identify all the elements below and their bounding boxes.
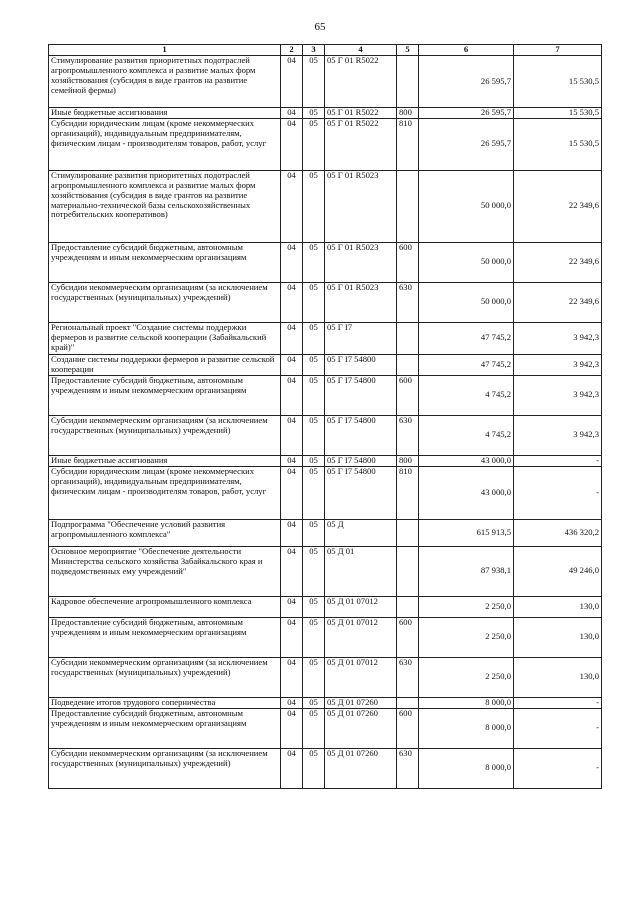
section-code: 04 (281, 708, 303, 748)
target-article-code: 05 Г 01 R5022 (325, 118, 397, 170)
amount-actual: 3 942,3 (514, 322, 602, 354)
expense-type-code: 600 (397, 617, 419, 657)
table-row (49, 170, 602, 242)
row-name: Субсидии некоммерческим организациям (за исключением государственных (муниципальных) учреждений) (49, 415, 281, 455)
column-header: 7 (514, 45, 602, 56)
table-row (49, 354, 602, 375)
target-article-code: 05 Д 01 07260 (325, 697, 397, 708)
row-name: Иные бюджетные ассигнования (49, 108, 281, 119)
section-code: 04 (281, 748, 303, 788)
row-name: Предоставление субсидий бюджетным, автономным учреждениям и иным некоммерческим организациям (49, 375, 281, 415)
table-row (49, 56, 602, 108)
amount-plan: 26 595,7 (419, 108, 514, 119)
subsection-code: 05 (303, 697, 325, 708)
expense-type-code (397, 170, 419, 242)
subsection-code: 05 (303, 617, 325, 657)
amount-actual: 130,0 (514, 596, 602, 617)
subsection-code: 05 (303, 415, 325, 455)
amount-actual: 130,0 (514, 657, 602, 697)
amount-plan: 87 938,1 (419, 546, 514, 596)
amount-actual: - (514, 466, 602, 519)
expense-type-code: 810 (397, 118, 419, 170)
expense-type-code (397, 697, 419, 708)
amount-plan: 50 000,0 (419, 282, 514, 322)
target-article-code: 05 Г I7 54800 (325, 354, 397, 375)
row-name: Предоставление субсидий бюджетным, автономным учреждениям и иным некоммерческим организациям (49, 242, 281, 282)
amount-actual: 436 320,2 (514, 519, 602, 546)
amount-actual: 3 942,3 (514, 415, 602, 455)
subsection-code: 05 (303, 546, 325, 596)
subsection-code: 05 (303, 375, 325, 415)
expense-type-code (397, 546, 419, 596)
row-name: Иные бюджетные ассигнования (49, 455, 281, 466)
section-code: 04 (281, 657, 303, 697)
table-row (49, 708, 602, 748)
amount-plan: 615 913,5 (419, 519, 514, 546)
amount-actual: 49 246,0 (514, 546, 602, 596)
table-row (49, 519, 602, 546)
column-header: 4 (325, 45, 397, 56)
table-row (49, 546, 602, 596)
table-row (49, 242, 602, 282)
amount-plan: 8 000,0 (419, 697, 514, 708)
column-header: 5 (397, 45, 419, 56)
amount-actual: 3 942,3 (514, 375, 602, 415)
expense-type-code: 800 (397, 108, 419, 119)
table-row (49, 322, 602, 354)
section-code: 04 (281, 617, 303, 657)
section-code: 04 (281, 466, 303, 519)
amount-plan: 2 250,0 (419, 596, 514, 617)
amount-actual: 15 530,5 (514, 56, 602, 108)
subsection-code: 05 (303, 519, 325, 546)
column-header: 6 (419, 45, 514, 56)
subsection-code: 05 (303, 170, 325, 242)
subsection-code: 05 (303, 455, 325, 466)
section-code: 04 (281, 596, 303, 617)
row-name: Региональный проект "Создание системы поддержки фермеров и развитие сельской кооперации (Забайкальский край)" (49, 322, 281, 354)
section-code: 04 (281, 519, 303, 546)
subsection-code: 05 (303, 708, 325, 748)
amount-plan: 26 595,7 (419, 56, 514, 108)
amount-plan: 2 250,0 (419, 657, 514, 697)
amount-actual: 130,0 (514, 617, 602, 657)
subsection-code: 05 (303, 118, 325, 170)
section-code: 04 (281, 375, 303, 415)
amount-plan: 2 250,0 (419, 617, 514, 657)
expense-type-code (397, 56, 419, 108)
amount-actual: 15 530,5 (514, 108, 602, 119)
row-name: Субсидии юридическим лицам (кроме некоммерческих организаций), индивидуальным предпринимателям, физическим лицам - производителям товаров, работ, услуг (49, 466, 281, 519)
amount-actual: 22 349,6 (514, 242, 602, 282)
target-article-code: 05 Г I7 54800 (325, 455, 397, 466)
target-article-code: 05 Г I7 (325, 322, 397, 354)
amount-plan: 50 000,0 (419, 242, 514, 282)
table-row (49, 596, 602, 617)
section-code: 04 (281, 322, 303, 354)
column-header: 2 (281, 45, 303, 56)
target-article-code: 05 Г 01 R5023 (325, 282, 397, 322)
section-code: 04 (281, 56, 303, 108)
amount-plan: 50 000,0 (419, 170, 514, 242)
target-article-code: 05 Г 01 R5023 (325, 242, 397, 282)
column-header: 3 (303, 45, 325, 56)
row-name: Создание системы поддержки фермеров и развитие сельской кооперации (49, 354, 281, 375)
amount-plan: 47 745,2 (419, 354, 514, 375)
expense-type-code: 600 (397, 375, 419, 415)
page-number: 65 (314, 21, 326, 33)
expense-type-code: 810 (397, 466, 419, 519)
table-row (49, 282, 602, 322)
target-article-code: 05 Д 01 07260 (325, 748, 397, 788)
section-code: 04 (281, 170, 303, 242)
subsection-code: 05 (303, 322, 325, 354)
amount-actual: 22 349,6 (514, 282, 602, 322)
expense-type-code (397, 596, 419, 617)
row-name: Субсидии некоммерческим организациям (за исключением государственных (муниципальных) учреждений) (49, 282, 281, 322)
target-article-code: 05 Д 01 07260 (325, 708, 397, 748)
target-article-code: 05 Г I7 54800 (325, 415, 397, 455)
subsection-code: 05 (303, 354, 325, 375)
target-article-code: 05 Г 01 R5023 (325, 170, 397, 242)
subsection-code: 05 (303, 596, 325, 617)
table-row (49, 108, 602, 119)
section-code: 04 (281, 108, 303, 119)
expense-type-code: 630 (397, 657, 419, 697)
section-code: 04 (281, 415, 303, 455)
table-row (49, 375, 602, 415)
table-row (49, 748, 602, 788)
table-row (49, 118, 602, 170)
header-row (49, 45, 602, 56)
target-article-code: 05 Г I7 54800 (325, 375, 397, 415)
amount-plan: 4 745,2 (419, 375, 514, 415)
table-row (49, 415, 602, 455)
column-header: 1 (49, 45, 281, 56)
amount-plan: 8 000,0 (419, 708, 514, 748)
row-name: Подпрограмма "Обеспечение условий развития агропромышленного комплекса" (49, 519, 281, 546)
section-code: 04 (281, 242, 303, 282)
subsection-code: 05 (303, 108, 325, 119)
section-code: 04 (281, 546, 303, 596)
row-name: Основное мероприятие "Обеспечение деятельности Министерства сельского хозяйства Забайкальского края и подведомственных ему учреждений" (49, 546, 281, 596)
target-article-code: 05 Д 01 07012 (325, 657, 397, 697)
amount-plan: 43 000,0 (419, 455, 514, 466)
row-name: Субсидии некоммерческим организациям (за исключением государственных (муниципальных) учреждений) (49, 748, 281, 788)
row-name: Стимулирование развития приоритетных подотраслей агропромышленного комплекса и развитие малых форм хозяйствования (субсидия в виде грантов на развитие семейной фермы) (49, 56, 281, 108)
table-row (49, 617, 602, 657)
subsection-code: 05 (303, 56, 325, 108)
section-code: 04 (281, 118, 303, 170)
target-article-code: 05 Д 01 07012 (325, 617, 397, 657)
section-code: 04 (281, 354, 303, 375)
target-article-code: 05 Г 01 R5022 (325, 108, 397, 119)
target-article-code: 05 Д 01 (325, 546, 397, 596)
target-article-code: 05 Г I7 54800 (325, 466, 397, 519)
amount-plan: 47 745,2 (419, 322, 514, 354)
expense-type-code: 800 (397, 455, 419, 466)
amount-actual: 22 349,6 (514, 170, 602, 242)
table-row (49, 657, 602, 697)
row-name: Кадровое обеспечение агропромышленного комплекса (49, 596, 281, 617)
amount-actual: 15 530,5 (514, 118, 602, 170)
subsection-code: 05 (303, 242, 325, 282)
amount-actual: - (514, 708, 602, 748)
subsection-code: 05 (303, 282, 325, 322)
target-article-code: 05 Д (325, 519, 397, 546)
expense-type-code (397, 322, 419, 354)
row-name: Подведение итогов трудового соперничества (49, 697, 281, 708)
expense-type-code: 600 (397, 708, 419, 748)
target-article-code: 05 Г 01 R5022 (325, 56, 397, 108)
amount-actual: - (514, 455, 602, 466)
row-name: Предоставление субсидий бюджетным, автономным учреждениям и иным некоммерческим организациям (49, 617, 281, 657)
amount-plan: 43 000,0 (419, 466, 514, 519)
expense-type-code: 630 (397, 748, 419, 788)
target-article-code: 05 Д 01 07012 (325, 596, 397, 617)
subsection-code: 05 (303, 748, 325, 788)
table-row (49, 697, 602, 708)
expense-type-code (397, 354, 419, 375)
section-code: 04 (281, 697, 303, 708)
amount-actual: - (514, 697, 602, 708)
row-name: Стимулирование развития приоритетных подотраслей агропромышленного комплекса и развитие малых форм хозяйствования (субсидия в виде грантов на развитие материально-технической базы сельскохозяйственных потребительских кооперативов) (49, 170, 281, 242)
expense-type-code (397, 519, 419, 546)
row-name: Предоставление субсидий бюджетным, автономным учреждениям и иным некоммерческим организациям (49, 708, 281, 748)
table-row (49, 455, 602, 466)
table-row (49, 466, 602, 519)
amount-actual: - (514, 748, 602, 788)
expense-type-code: 630 (397, 415, 419, 455)
amount-plan: 26 595,7 (419, 118, 514, 170)
row-name: Субсидии юридическим лицам (кроме некоммерческих организаций), индивидуальным предпринимателям, физическим лицам - производителям товаров, работ, услуг (49, 118, 281, 170)
subsection-code: 05 (303, 466, 325, 519)
amount-plan: 8 000,0 (419, 748, 514, 788)
subsection-code: 05 (303, 657, 325, 697)
expense-type-code: 600 (397, 242, 419, 282)
section-code: 04 (281, 282, 303, 322)
budget-table (48, 44, 602, 789)
section-code: 04 (281, 455, 303, 466)
expense-type-code: 630 (397, 282, 419, 322)
amount-plan: 4 745,2 (419, 415, 514, 455)
amount-actual: 3 942,3 (514, 354, 602, 375)
row-name: Субсидии некоммерческим организациям (за исключением государственных (муниципальных) учреждений) (49, 657, 281, 697)
